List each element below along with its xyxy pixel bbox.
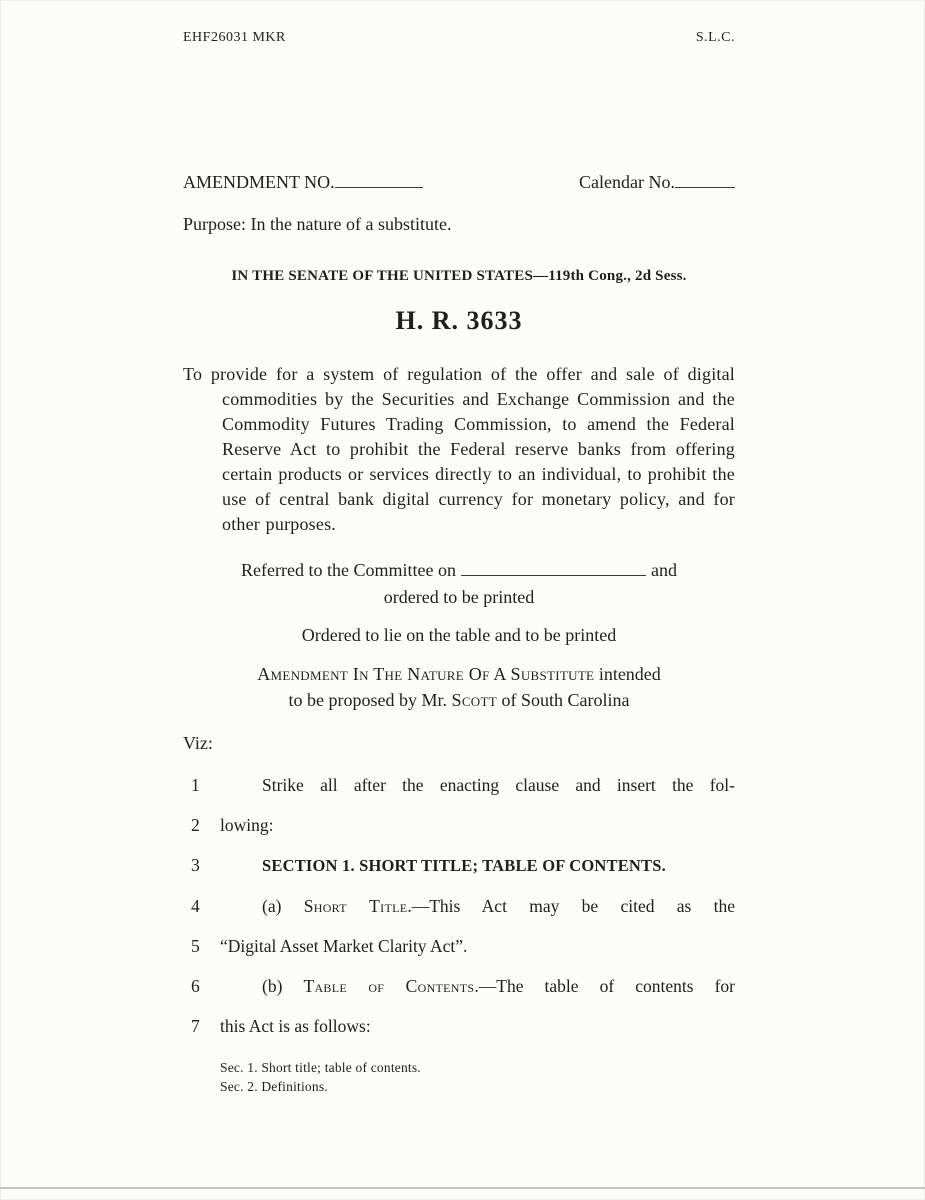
bill-line — [183, 845, 735, 886]
amendment-calendar-row — [183, 172, 735, 196]
line-number: 3 — [191, 855, 200, 875]
line-number: 5 — [191, 936, 200, 956]
text-segment: intended — [594, 664, 661, 684]
viz-label: Viz: — [183, 733, 213, 753]
text-segment: Amendment In The Nature Of A Substitute — [257, 664, 595, 684]
line-text — [220, 966, 735, 1006]
bill-text-lines — [183, 765, 735, 1046]
toc-entry: Sec. 2. Definitions. — [220, 1079, 328, 1094]
bill-line — [183, 765, 735, 805]
text-segment: (b) — [262, 976, 304, 996]
line-text — [220, 765, 735, 805]
line-number: 7 — [191, 1016, 200, 1036]
table-of-contents — [220, 1058, 735, 1096]
text-segment: .—The table of contents for — [474, 976, 735, 996]
long-title: To provide for a system of regulation of the offer and sale of digital commodities by the Securities and Exchange Commission and the Commodity Futures Trading Commission, to amend the Federal Reserve Act to prohibit the Federal reserve banks from offering certain products or services directly to an individual, to prohibit the use of central bank digital currency for monetary policy, and for other purposes. — [183, 364, 735, 534]
line-number: 1 — [191, 775, 200, 795]
text-segment: to be proposed by Mr. — [288, 690, 452, 710]
intent-line-2 — [183, 687, 735, 713]
text-segment: Table of Contents — [303, 976, 475, 996]
bill-line — [183, 805, 735, 845]
line-number: 4 — [191, 896, 200, 916]
text-segment: (a) — [262, 896, 304, 916]
ordered-lie-line: Ordered to lie on the table and to be printed — [301, 625, 617, 645]
line-number: 6 — [191, 976, 200, 996]
bill-number: H. R. 3633 — [395, 306, 523, 335]
referred-pre-text: Referred to the Committee on — [241, 560, 456, 580]
bill-line — [183, 966, 735, 1006]
text-segment: Scott — [451, 690, 497, 710]
text-segment: SECTION 1. SHORT TITLE; TABLE OF CONTENTS. — [262, 856, 666, 875]
referred-line-2: ordered to be printed — [383, 587, 535, 607]
intent-line-1 — [183, 661, 735, 687]
purpose-line: Purpose: In the nature of a substitute. — [183, 214, 452, 234]
bill-line — [183, 1006, 735, 1046]
line-text — [220, 1006, 735, 1046]
referred-post-text: and — [650, 560, 677, 580]
text-segment: this Act is as follows: — [220, 1016, 371, 1036]
line-number: 2 — [191, 815, 200, 835]
text-segment: Short Title — [303, 896, 408, 916]
page-header — [183, 0, 735, 46]
text-segment: “Digital Asset Market Clarity Act”. — [220, 936, 468, 956]
text-segment: .—This Act may be cited as the — [407, 896, 735, 916]
header-draft-code: EHF26031 MKR — [183, 30, 286, 45]
line-text — [220, 845, 735, 886]
calendar-no-label: Calendar No. — [579, 172, 675, 192]
page-bottom-rule — [0, 1187, 925, 1189]
line-text — [220, 805, 735, 845]
text-segment: of South Carolina — [496, 690, 630, 710]
bill-line — [183, 886, 735, 926]
committee-name-blank — [461, 561, 646, 576]
bill-line — [183, 926, 735, 966]
amendment-no-blank — [335, 173, 423, 188]
senate-session-line: IN THE SENATE OF THE UNITED STATES—119th Cong., 2d Sess. — [231, 268, 687, 284]
referred-block — [183, 557, 735, 611]
line-text — [220, 886, 735, 926]
referred-line-1 — [183, 557, 735, 584]
amendment-no-label: AMENDMENT NO. — [183, 172, 335, 192]
page-content — [183, 0, 735, 1096]
text-segment: Strike all after the enacting clause and insert the fol- — [262, 775, 735, 795]
amendment-intent — [183, 661, 735, 713]
calendar-no-blank — [675, 173, 735, 188]
line-text — [220, 926, 735, 966]
header-slc: S.L.C. — [695, 30, 735, 45]
calendar-no-group — [579, 172, 735, 193]
text-segment: lowing: — [220, 815, 274, 835]
toc-entry: Sec. 1. Short title; table of contents. — [220, 1060, 421, 1075]
amendment-no-group — [183, 172, 423, 193]
